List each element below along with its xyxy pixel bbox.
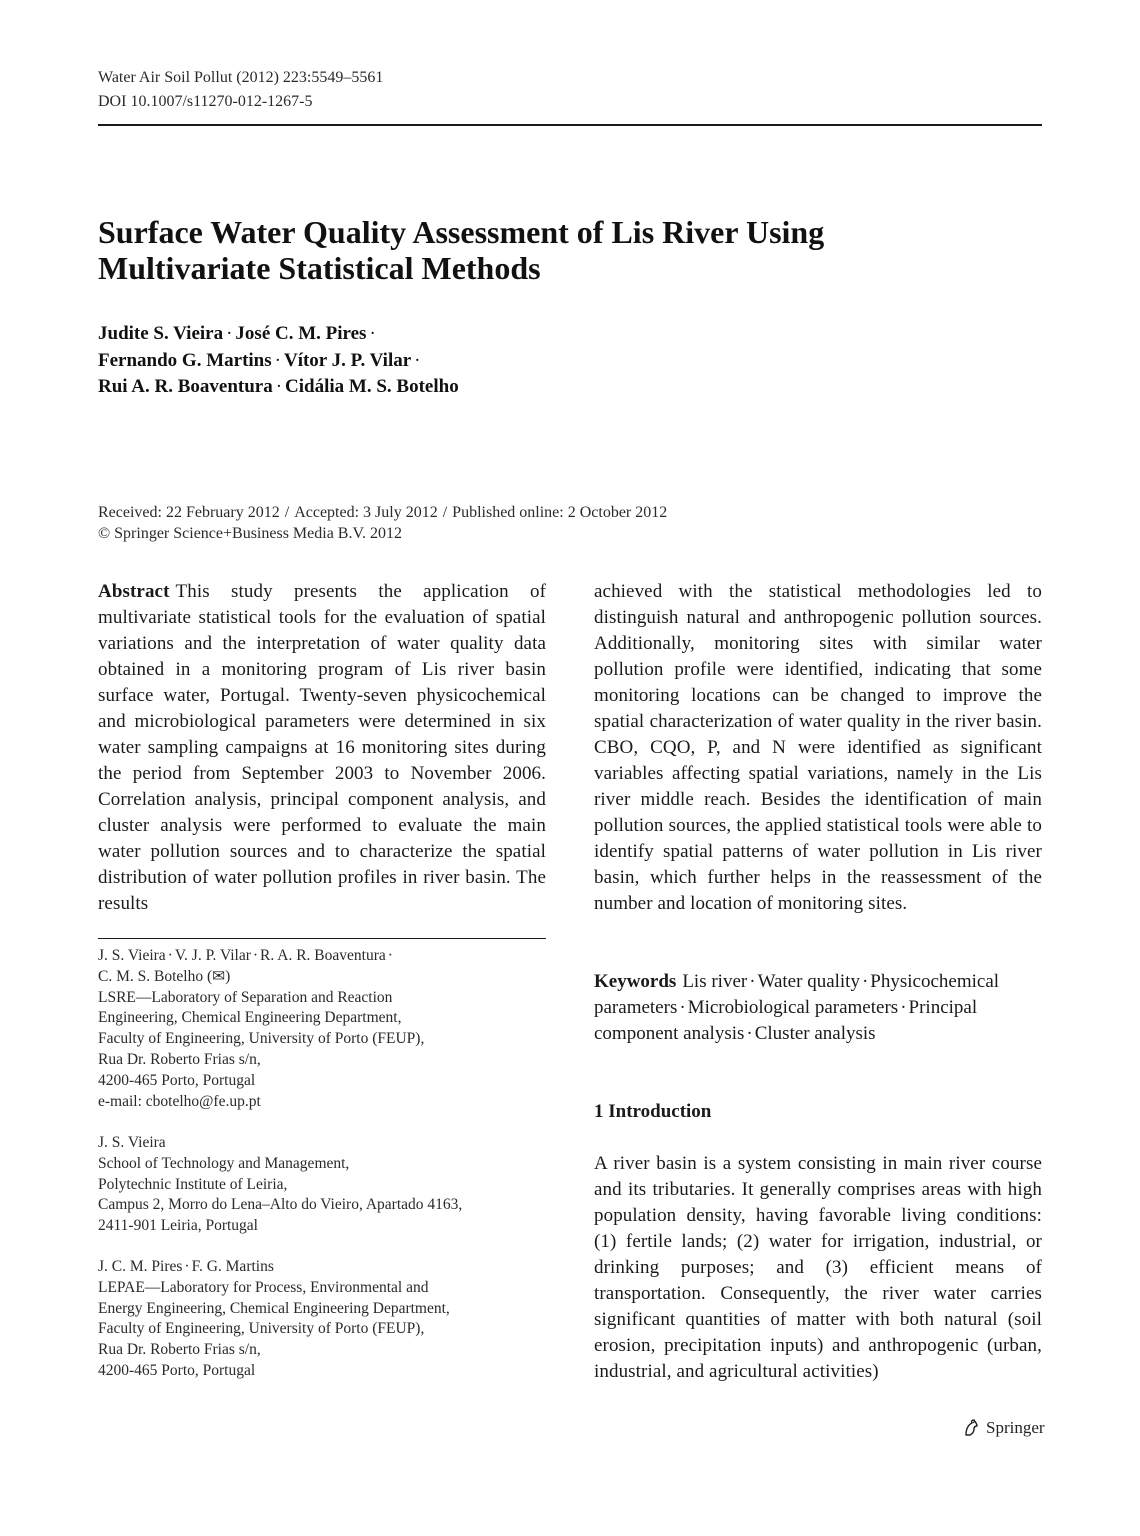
journal-reference (98, 66, 383, 114)
date-separator: / (438, 504, 452, 521)
author-separator: · (167, 947, 173, 964)
publisher-logo (962, 1418, 1045, 1438)
author-name: Vítor J. P. Vilar (283, 349, 412, 371)
author-name: José C. M. Pires (235, 323, 367, 344)
doi: DOI 10.1007/s11270-012-1267-5 (98, 93, 313, 110)
affiliation-line: LEPAE—Laboratory for Process, Environmental and (98, 1278, 429, 1296)
keywords-label: Keywords (594, 971, 677, 992)
introduction-body (594, 1151, 1042, 1385)
section-heading-introduction: 1 Introduction (594, 1101, 712, 1122)
affiliation-line: Engineering, Chemical Engineering Department, (98, 1009, 402, 1027)
keywords-list (594, 969, 1042, 1047)
affiliation-author: C. M. S. Botelho (✉) (98, 967, 231, 985)
affiliation-author: J. S. Vieira (98, 1134, 166, 1151)
affiliation-block (98, 946, 546, 1112)
received-date: Received: 22 February 2012 (98, 504, 280, 521)
keyword-separator: · (749, 971, 756, 992)
introduction-paragraph: A river basin is a system consisting in main river course and its tributaries. It generally comprises areas with high population density, having favorable living conditions: (1) fertile lands; (2) water for irrigation, industrial, or drinking purposes; and (3) efficient means of transportation. Consequently, the river water carries significant quantities of matter with both natural (soil erosion, precipitation inputs) and anthropogenic (urban, industrial, and agricultural activities) (594, 1153, 1042, 1382)
affiliation-line: Rua Dr. Roberto Frias s/n, (98, 1050, 261, 1068)
header-rule (98, 124, 1042, 126)
article-title (98, 214, 998, 286)
keywords-block (594, 969, 1042, 1047)
affiliation-names (98, 1257, 546, 1278)
keyword: Cluster analysis (754, 1023, 876, 1044)
footnote-rule (98, 938, 546, 939)
copyright: © Springer Science+Business Media B.V. 2012 (98, 525, 402, 542)
keyword-separator: · (861, 971, 869, 992)
journal-citation: Water Air Soil Pollut (2012) 223:5549–5561 (98, 69, 384, 86)
affiliation-author: J. C. M. Pires (98, 1258, 183, 1275)
affiliation-block (98, 1257, 546, 1382)
affiliation-line: Polytechnic Institute of Leiria, (98, 1175, 288, 1193)
affiliation-line: LSRE—Laboratory of Separation and Reaction (98, 988, 393, 1006)
keyword: Principal component analysis (594, 997, 978, 1044)
author-line (98, 348, 459, 375)
affiliation-author: V. J. P. Vilar (174, 947, 251, 964)
affiliation-line: School of Technology and Management, (98, 1154, 350, 1172)
affiliation-names (98, 946, 546, 967)
abstract-text-right: achieved with the statistical methodologies led to distinguish natural and anthropogenic pollution sources. Additionally, monitoring sites with similar water pollution profile were identified, indicating that some monitoring locations can be changed to improve the spatial characterization of water quality in the river basin. CBO, CQO, P, and N were identified as significant variables affecting spatial variations, namely in the Lis river middle reach. Besides the identification of main pollution sources, the applied statistical tools were able to identify spatial patterns of water pollution in Lis river basin, which further helps in the reassessment of the number and location of monitoring sites. (594, 581, 1042, 914)
abstract-paragraph (98, 579, 546, 917)
published-date: Published online: 2 October 2012 (452, 504, 668, 521)
accepted-date: Accepted: 3 July 2012 (294, 504, 438, 521)
date-separator: / (280, 504, 294, 521)
author-separator: · (184, 1258, 190, 1275)
keyword: Microbiological parameters (687, 997, 899, 1018)
author-name: Fernando G. Martins (98, 349, 272, 371)
keyword: Physicochemical parameters (594, 971, 1000, 1018)
affiliation-line: Faculty of Engineering, University of Porto (FEUP), (98, 1320, 425, 1338)
author-list (98, 321, 459, 401)
abstract-left-column (98, 579, 546, 917)
author-separator: · (387, 947, 393, 964)
affiliation-line: 4200-465 Porto, Portugal (98, 1361, 256, 1379)
affiliation-line: Energy Engineering, Chemical Engineering Department, (98, 1299, 450, 1317)
affiliation-line: 4200-465 Porto, Portugal (98, 1071, 256, 1089)
author-separator: · (252, 947, 259, 964)
affiliation-author: R. A. R. Boaventura (260, 947, 386, 964)
author-name: Rui A. R. Boaventura (98, 376, 273, 397)
title-line-2: Multivariate Statistical Methods (98, 250, 541, 286)
keyword: Water quality (757, 971, 860, 992)
abstract-text-left: This study presents the application of multivariate statistical tools for the evaluation of spatial variations and the interpretation of water quality data obtained in a monitoring program of Lis river basin surface water, Portugal. Twenty-seven physicochemical and microbiological parameters were determined in six water sampling campaigns at 16 monitoring sites during the period from September 2003 to November 2006. Correlation analysis, principal component analysis, and cluster analysis were performed to evaluate the main water pollution sources and to characterize the spatial distribution of water pollution profiles in river basin. The results (98, 581, 546, 914)
affiliation-block (98, 1133, 546, 1237)
title-line-1: Surface Water Quality Assessment of Lis River Using (98, 214, 825, 250)
affiliation-line: Campus 2, Morro do Lena–Alto do Vieiro, Apartado 4163, (98, 1196, 463, 1214)
author-name: Cidália M. S. Botelho (285, 376, 459, 397)
author-line (98, 374, 459, 401)
keyword: Lis river (682, 971, 748, 992)
author-name: Judite S. Vieira (98, 323, 224, 344)
author-separator: · (414, 349, 421, 371)
author-separator: · (274, 349, 281, 371)
author-separator: · (226, 323, 233, 344)
email-link[interactable]: e-mail: cbotelho@fe.up.pt (98, 1092, 261, 1110)
affiliation-line: Faculty of Engineering, University of Porto (FEUP), (98, 1030, 425, 1048)
affiliation-line: 2411-901 Leiria, Portugal (98, 1217, 258, 1235)
keyword-separator: · (900, 997, 907, 1018)
publisher-name: Springer (986, 1418, 1045, 1437)
author-separator: · (369, 323, 376, 344)
keyword-separator: · (679, 997, 686, 1018)
author-separator: · (275, 376, 283, 397)
author-line (98, 321, 459, 348)
dates-line (98, 502, 667, 523)
keyword-separator: · (746, 1023, 753, 1044)
affiliation-author: F. G. Martins (191, 1258, 274, 1275)
affiliation-author: J. S. Vieira (98, 947, 166, 964)
abstract-label: Abstract (98, 581, 170, 602)
publication-dates (98, 502, 667, 544)
springer-horse-icon (962, 1418, 982, 1438)
affiliation-line: Rua Dr. Roberto Frias s/n, (98, 1341, 261, 1359)
abstract-right-column (594, 579, 1042, 917)
